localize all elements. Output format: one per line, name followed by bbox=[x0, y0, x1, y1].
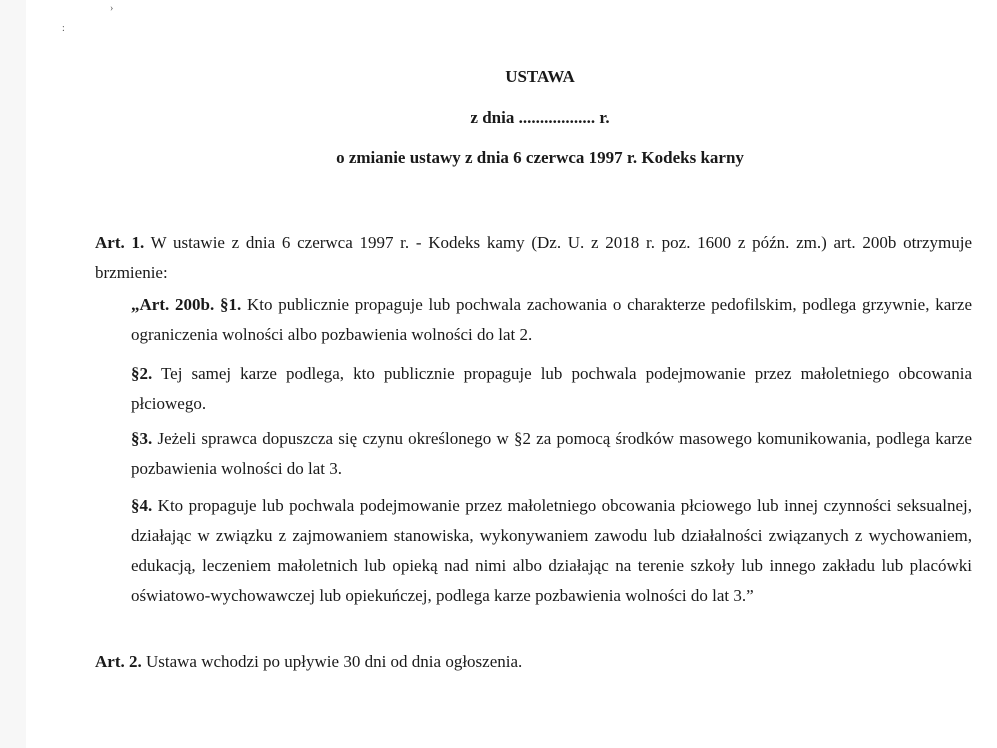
article-2-text: Ustawa wchodzi po upływie 30 dni od dnia ogłoszenia. bbox=[141, 652, 523, 671]
article-2 bbox=[95, 647, 972, 677]
paragraph-4 bbox=[131, 491, 972, 611]
article-1 bbox=[95, 228, 972, 288]
document-title: USTAWA bbox=[505, 67, 575, 86]
document-subject: o zmianie ustawy z dnia 6 czerwca 1997 r. Kodeks karny bbox=[336, 148, 744, 167]
paragraph-4-text: Kto propaguje lub pochwala podejmowanie przez małoletniego obcowania płciowego lub innej czynności seksualnej, działając w związku z zajmowaniem stanowiska, wykonywaniem zawodu lub działalności związanych z wychowaniem, edukacją, leczeniem małoletnich lub opieką nad nimi albo działając na terenie szkoły lub innego zakładu lub placówki oświatowo-wychowawczej lub opiekuńczej, podlega karze pozbawienia wolności do lat 3.” bbox=[131, 496, 972, 605]
paragraph-2 bbox=[131, 359, 972, 419]
scan-mark: › bbox=[110, 3, 114, 14]
scan-mark: : bbox=[62, 23, 65, 34]
article-1-text: W ustawie z dnia 6 czerwca 1997 r. - Kodeks kamy (Dz. U. z 2018 r. poz. 1600 z późn. zm.) art. 200b otrzymuje brzmienie: bbox=[95, 233, 972, 282]
paragraph-3-label: §3. bbox=[131, 429, 153, 448]
paragraph-2-text: Tej samej karze podlega, kto publicznie propaguje lub pochwala podejmowanie przez małoletniego obcowania płciowego. bbox=[131, 364, 972, 413]
date-line: z dnia .................. r. bbox=[470, 108, 610, 127]
paragraph-2-label: §2. bbox=[131, 364, 153, 383]
article-2-label: Art. 2. bbox=[95, 652, 142, 671]
paragraph-4-label: §4. bbox=[131, 496, 153, 515]
article-1-label: Art. 1. bbox=[95, 233, 145, 252]
paragraph-3 bbox=[131, 424, 972, 484]
paragraph-1-label: „Art. 200b. §1. bbox=[131, 295, 242, 314]
paragraph-1 bbox=[131, 290, 972, 350]
paragraph-3-text: Jeżeli sprawca dopuszcza się czynu określonego w §2 za pomocą środków masowego komunikowania, podlega karze pozbawienia wolności do lat 3. bbox=[131, 429, 972, 478]
paragraph-1-text: Kto publicznie propaguje lub pochwala zachowania o charakterze pedofilskim, podlega grzywnie, karze ograniczenia wolności albo pozbawienia wolności do lat 2. bbox=[131, 295, 972, 344]
